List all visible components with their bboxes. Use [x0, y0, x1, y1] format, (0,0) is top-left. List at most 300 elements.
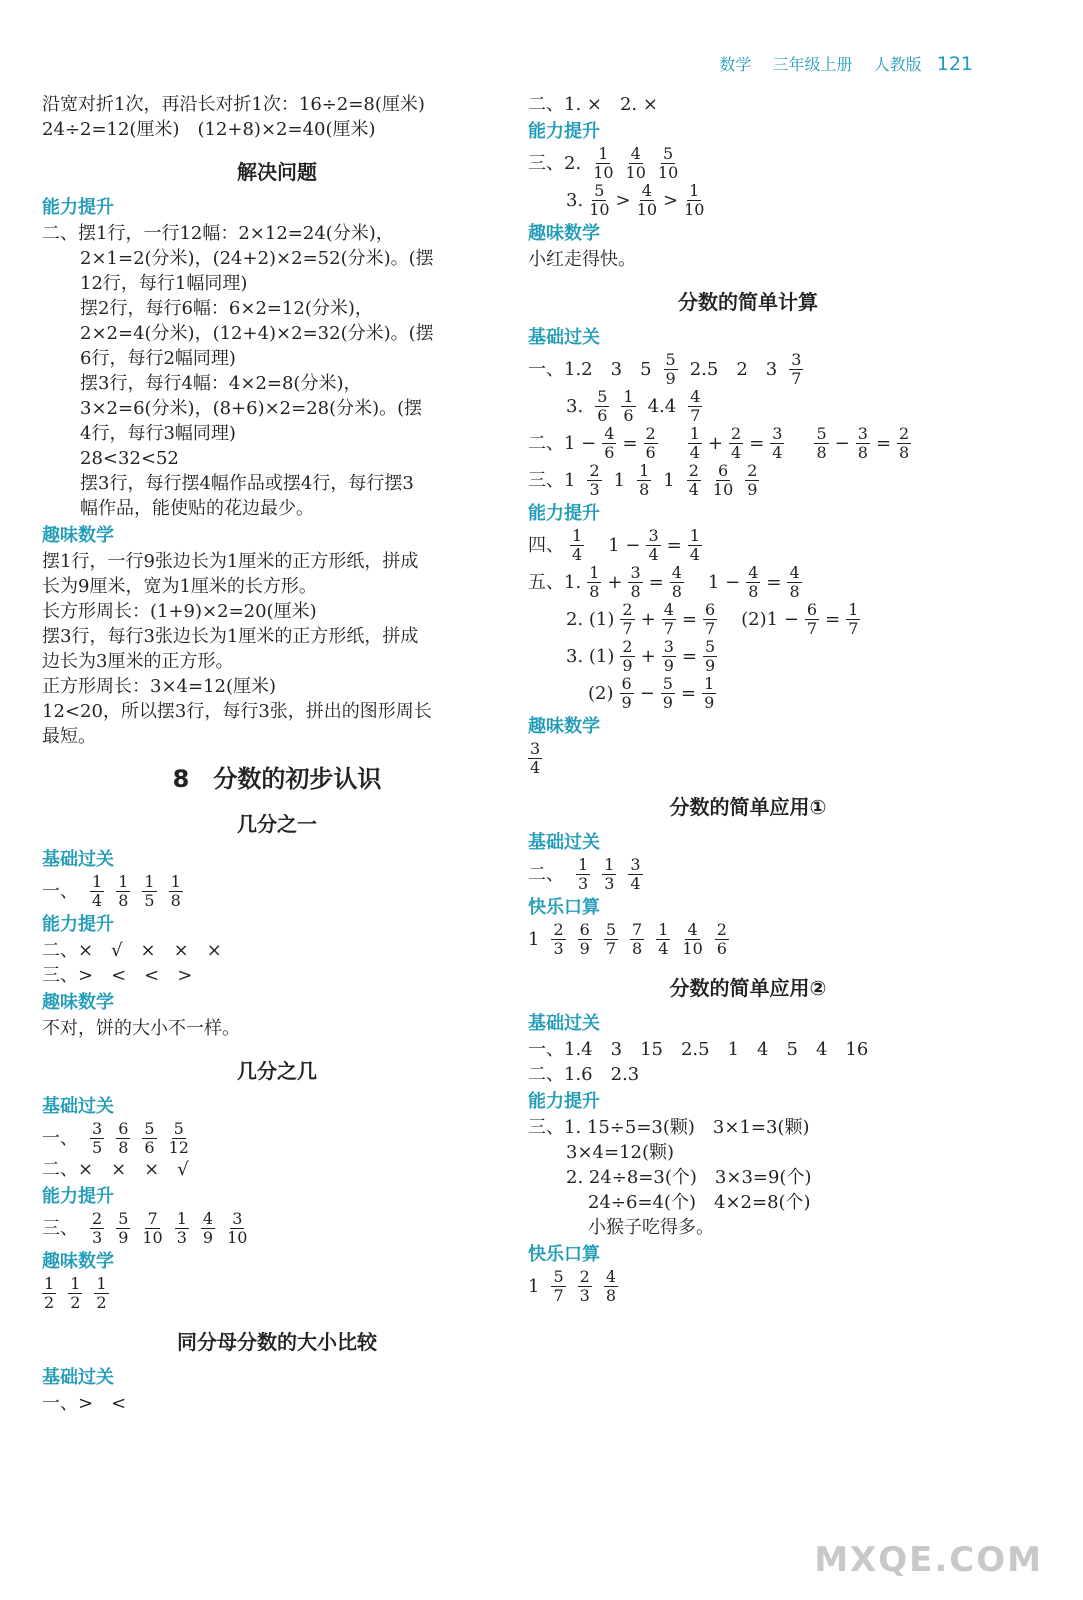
fraction	[90, 1120, 104, 1157]
fraction	[688, 425, 702, 462]
numerator: 1	[689, 526, 700, 545]
numerator: 2	[688, 461, 699, 480]
page-header	[719, 52, 973, 75]
denominator: 8	[630, 582, 641, 601]
answer-row	[42, 1275, 512, 1312]
numerator: 5	[816, 424, 827, 443]
fraction	[897, 425, 911, 462]
chapter-title: 8 分数的初步认识	[172, 765, 382, 793]
answer-line: 二、摆1行，一行12幅：2×12=24(分米)，	[42, 223, 394, 244]
numerator: 3	[648, 526, 659, 545]
fraction	[630, 921, 644, 958]
fraction	[528, 740, 542, 777]
answer-line: 摆2行，每行6幅：6×2=12(分米)，	[80, 298, 373, 319]
numerator: 5	[144, 1119, 155, 1138]
answer-text: =	[680, 683, 697, 704]
denominator: 10	[589, 200, 610, 219]
numerator: 1	[658, 920, 669, 939]
denominator: 10	[142, 1228, 163, 1247]
fraction	[856, 425, 870, 462]
denominator: 4	[648, 545, 659, 564]
fraction	[576, 856, 590, 893]
numerator: 2	[747, 461, 758, 480]
denominator: 9	[622, 656, 633, 675]
numerator: 5	[662, 144, 674, 163]
denominator: 5	[144, 891, 155, 910]
denominator: 8	[671, 582, 682, 601]
fraction	[656, 921, 670, 958]
answer-line: 24÷6=4(个) 4×2=8(个)	[588, 1192, 811, 1213]
denominator: 9	[579, 939, 590, 958]
answer-row	[528, 740, 968, 777]
section-tag: 快乐口算	[528, 1244, 600, 1265]
grade-label: 三年级上册	[772, 55, 853, 74]
fraction	[729, 425, 743, 462]
section-tag: 能力提升	[42, 914, 114, 935]
answer-line: 边长为3厘米的正方形。	[42, 651, 234, 672]
numerator: 5	[594, 181, 605, 200]
section-tag: 基础过关	[528, 327, 600, 348]
section-tag: 快乐口算	[528, 897, 600, 918]
answer-text: 1 −	[689, 572, 741, 593]
numerator: 5	[605, 920, 617, 939]
numerator: 5	[173, 1119, 184, 1138]
fraction	[595, 388, 609, 425]
answer-text: =	[749, 433, 765, 454]
numerator: 3	[92, 1119, 103, 1138]
denominator: 3	[578, 874, 589, 893]
numerator: 2	[589, 461, 600, 480]
numerator: 1	[639, 461, 650, 480]
numerator: 1	[170, 872, 181, 891]
answer-text: +	[640, 609, 656, 630]
numerator: 1	[96, 1274, 107, 1293]
fraction	[646, 527, 660, 564]
answer-line: 长方形周长：(1+9)×2=20(厘米)	[42, 601, 317, 622]
denominator: 3	[92, 1228, 103, 1247]
denominator: 8	[118, 1138, 129, 1157]
denominator: 9	[621, 693, 632, 712]
denominator: 8	[632, 939, 643, 958]
numerator: 4	[789, 563, 800, 582]
denominator: 7	[622, 619, 633, 638]
denominator: 7	[704, 619, 716, 638]
numerator: 5	[665, 350, 676, 369]
section-tag: 基础过关	[42, 1367, 114, 1388]
fraction	[662, 601, 676, 638]
answer-text: 一、	[42, 1128, 78, 1149]
fraction	[94, 1275, 108, 1312]
numerator: 4	[748, 563, 759, 582]
numerator: 5	[597, 387, 608, 406]
answer-text: 3. (1)	[566, 646, 615, 667]
answer-line: 一、> <	[42, 1393, 127, 1414]
fraction	[604, 1268, 618, 1305]
fraction	[746, 564, 760, 601]
denominator: 10	[682, 939, 703, 958]
answer-text: 二、	[528, 864, 564, 885]
numerator: 2	[645, 424, 656, 443]
numerator: 3	[530, 739, 541, 758]
section-title: 几分之一	[237, 812, 317, 836]
denominator: 9	[704, 693, 715, 712]
denominator: 7	[605, 939, 617, 958]
fraction	[703, 638, 717, 675]
denominator: 6	[623, 406, 634, 425]
answer-line: 三、1. 15÷5=3(颗) 3×1=3(颗)	[528, 1117, 810, 1138]
answer-line: 2×1=2(分米)，(24+2)×2=52(分米)。(摆	[80, 248, 434, 269]
fraction	[664, 351, 678, 388]
answer-text: =	[648, 572, 664, 593]
denominator: 8	[899, 443, 910, 462]
denominator: 10	[636, 200, 657, 219]
answer-line: 三、> < < >	[42, 965, 193, 986]
answer-text: >	[615, 190, 631, 211]
answer-text: −	[834, 433, 850, 454]
numerator: 6	[621, 674, 632, 693]
denominator: 4	[689, 545, 700, 564]
numerator: 2	[731, 424, 742, 443]
answer-line: 一、1.4 3 15 2.5 1 4 5 4 16	[528, 1039, 869, 1060]
denominator: 3	[553, 939, 564, 958]
fraction	[787, 564, 801, 601]
fraction	[637, 462, 651, 499]
fraction	[688, 388, 702, 425]
section-title: 解决问题	[237, 160, 317, 184]
fraction	[116, 873, 130, 910]
numerator: 1	[689, 181, 700, 200]
answer-text: 3.	[566, 190, 584, 211]
section-tag: 基础过关	[42, 1096, 114, 1117]
numerator: 3	[772, 424, 783, 443]
fraction	[227, 1210, 247, 1247]
section-tag: 基础过关	[528, 832, 600, 853]
fraction	[42, 1275, 56, 1312]
answer-line: 小猴子吃得多。	[588, 1217, 714, 1238]
fraction	[682, 921, 702, 958]
numerator: 2	[622, 637, 633, 656]
answer-row	[528, 527, 968, 564]
fraction	[702, 675, 716, 712]
answer-text: 1	[613, 470, 626, 491]
fraction	[587, 564, 601, 601]
denominator: 4	[772, 443, 783, 462]
numerator: 1	[92, 872, 103, 891]
denominator: 4	[92, 891, 103, 910]
answer-line: 摆1行，一行9张边长为1厘米的正方形纸，拼成	[42, 551, 419, 572]
numerator: 1	[689, 424, 700, 443]
denominator: 2	[44, 1293, 55, 1312]
fraction	[846, 601, 860, 638]
denominator: 8	[118, 891, 129, 910]
answer-text: 1	[663, 470, 675, 491]
fraction	[604, 921, 618, 958]
answer-line: 正方形周长：3×4=12(厘米)	[42, 676, 277, 697]
fraction	[570, 527, 584, 564]
numerator: 3	[791, 350, 802, 369]
numerator: 4	[687, 920, 698, 939]
fraction	[578, 1268, 592, 1305]
section-title: 几分之几	[237, 1059, 317, 1083]
numerator: 1	[589, 563, 600, 582]
fraction	[637, 182, 657, 219]
fraction	[169, 1120, 189, 1157]
denominator: 8	[170, 891, 181, 910]
section-tag: 趣味数学	[528, 716, 600, 737]
numerator: 4	[605, 1267, 617, 1286]
fraction	[142, 873, 156, 910]
subject-label: 数学	[719, 55, 752, 74]
fraction	[620, 675, 634, 712]
numerator: 2	[553, 920, 564, 939]
denominator: 8	[816, 443, 827, 462]
answer-text: 2. (1)	[566, 609, 615, 630]
numerator: 6	[806, 600, 818, 619]
answer-row	[42, 873, 512, 910]
answer-text: −	[639, 683, 655, 704]
denominator: 4	[630, 874, 641, 893]
section-title: 分数的简单应用②	[669, 976, 827, 1000]
denominator: 8	[748, 582, 759, 601]
answer-text: 三、2.	[528, 153, 582, 174]
section-tag: 能力提升	[528, 503, 600, 524]
answer-text: =	[875, 433, 892, 454]
answer-line: 摆3行，每行3张边长为1厘米的正方形纸，拼成	[42, 626, 419, 647]
answer-text: 2.5 2 3	[689, 359, 778, 380]
answer-text: +	[607, 572, 623, 593]
fraction	[621, 388, 635, 425]
answer-line: 小红走得快。	[528, 249, 636, 270]
denominator: 6	[716, 939, 727, 958]
answer-line: 12行，每行1幅同理)	[80, 273, 248, 294]
left-column	[42, 92, 512, 1416]
numerator: 7	[147, 1209, 158, 1228]
numerator: 4	[630, 144, 641, 163]
answer-row	[528, 425, 968, 462]
numerator: 1	[44, 1274, 55, 1293]
fraction	[116, 1210, 130, 1247]
numerator: 1	[118, 872, 129, 891]
answer-row	[528, 145, 968, 182]
answer-text: 一、1.2 3 5	[528, 359, 652, 380]
fraction	[628, 564, 642, 601]
answer-line: 二、1. × 2. ×	[528, 94, 658, 115]
denominator: 8	[589, 582, 600, 601]
denominator: 7	[553, 1286, 564, 1305]
section-tag: 能力提升	[42, 197, 114, 218]
fraction	[814, 425, 828, 462]
answer-line: 摆3行，每行摆4幅作品或摆4行，每行摆3	[80, 473, 414, 494]
denominator: 9	[202, 1228, 214, 1247]
numerator: 3	[663, 637, 674, 656]
fraction	[687, 462, 701, 499]
denominator: 6	[144, 1138, 155, 1157]
fraction	[578, 921, 592, 958]
answer-text: =	[666, 535, 682, 556]
answer-text: 四、	[528, 535, 564, 556]
denominator: 10	[657, 163, 679, 182]
numerator: 2	[92, 1209, 103, 1228]
answer-line: 3×2=6(分米)，(8+6)×2=28(分米)。(摆	[80, 398, 423, 419]
section-title: 同分母分数的大小比较	[177, 1330, 377, 1354]
denominator: 9	[665, 369, 676, 388]
fraction	[551, 921, 565, 958]
answer-line: 6行，每行2幅同理)	[80, 348, 236, 369]
answer-line: 幅作品，能使贴的花边最少。	[80, 498, 314, 519]
denominator: 3	[589, 480, 600, 499]
answer-line: 不对，饼的大小不一样。	[42, 1018, 240, 1039]
fraction	[688, 527, 702, 564]
fraction	[703, 601, 717, 638]
answer-row	[528, 638, 968, 675]
fraction	[201, 1210, 215, 1247]
fraction	[770, 425, 784, 462]
numerator: 2	[622, 600, 633, 619]
denominator: 10	[712, 480, 734, 499]
fraction	[789, 351, 803, 388]
numerator: 3	[630, 855, 641, 874]
section-tag: 趣味数学	[42, 525, 114, 546]
answer-text: 3.	[566, 396, 584, 417]
numerator: 1	[144, 872, 155, 891]
answer-line: 2×2=4(分米)，(12+4)×2=32(分米)。(摆	[80, 323, 434, 344]
denominator: 7	[806, 619, 818, 638]
numerator: 6	[704, 600, 716, 619]
numerator: 5	[662, 674, 673, 693]
fraction	[644, 425, 658, 462]
answer-text: 一、	[42, 881, 78, 902]
fraction	[626, 145, 646, 182]
numerator: 6	[118, 1119, 129, 1138]
denominator: 9	[118, 1228, 129, 1247]
denominator: 7	[663, 619, 674, 638]
section-tag: 基础过关	[528, 1013, 600, 1034]
denominator: 9	[747, 480, 758, 499]
answer-row	[42, 1210, 512, 1247]
section-tag: 基础过关	[42, 849, 114, 870]
section-tag: 能力提升	[528, 121, 600, 142]
denominator: 4	[688, 480, 699, 499]
fraction	[551, 1268, 565, 1305]
answer-line: 最短。	[42, 726, 96, 747]
answer-line: 12<20，所以摆3行，每行3张，拼出的图形周长	[42, 701, 432, 722]
denominator: 9	[663, 656, 674, 675]
numerator: 4	[604, 424, 615, 443]
answer-text: =	[681, 609, 697, 630]
answer-text: 三、	[42, 1218, 78, 1239]
section-tag: 趣味数学	[42, 992, 114, 1013]
fraction	[602, 856, 616, 893]
denominator: 10	[625, 163, 646, 182]
answer-row	[528, 1268, 968, 1305]
answer-line: 二、× × × √	[42, 1159, 189, 1180]
answer-row	[528, 856, 968, 893]
numerator: 4	[641, 181, 652, 200]
answer-text: =	[766, 572, 782, 593]
answer-line: 二、1.6 2.3	[528, 1064, 640, 1085]
answer-text: 1	[528, 929, 540, 950]
edition-label: 人教版	[873, 55, 922, 74]
answer-text: 4.4	[647, 396, 677, 417]
answer-line: 3×4=12(颗)	[566, 1142, 675, 1163]
denominator: 12	[168, 1138, 189, 1157]
numerator: 5	[553, 1267, 564, 1286]
numerator: 4	[663, 600, 674, 619]
fraction	[805, 601, 819, 638]
numerator: 4	[671, 563, 682, 582]
denominator: 4	[530, 758, 541, 777]
answer-text: +	[640, 646, 656, 667]
fraction	[587, 462, 601, 499]
fraction	[602, 425, 616, 462]
answer-text: 五、1.	[528, 572, 582, 593]
answer-text: =	[622, 433, 638, 454]
numerator: 2	[716, 920, 727, 939]
numerator: 4	[690, 387, 701, 406]
denominator: 9	[662, 693, 673, 712]
numerator: 5	[118, 1209, 129, 1228]
fraction	[593, 145, 613, 182]
answer-line: 沿宽对折1次，再沿长对折1次：16÷2=8(厘米)	[42, 94, 425, 115]
numerator: 6	[579, 920, 590, 939]
fraction	[90, 1210, 104, 1247]
section-title: 分数的简单应用①	[669, 795, 827, 819]
section-tag: 能力提升	[528, 1091, 600, 1112]
denominator: 8	[639, 480, 650, 499]
numerator: 2	[899, 424, 910, 443]
fraction	[684, 182, 704, 219]
answer-line: 24÷2=12(厘米) (12+8)×2=40(厘米)	[42, 119, 376, 140]
answer-text: +	[707, 433, 724, 454]
answer-line: 长为9厘米，宽为1厘米的长方形。	[42, 576, 317, 597]
fraction	[169, 873, 183, 910]
denominator: 5	[92, 1138, 103, 1157]
section-tag: 能力提升	[42, 1186, 114, 1207]
fraction	[662, 638, 676, 675]
numerator: 1	[176, 1209, 187, 1228]
fraction	[620, 638, 634, 675]
numerator: 3	[232, 1209, 243, 1228]
fraction	[68, 1275, 82, 1312]
denominator: 6	[645, 443, 656, 462]
denominator: 2	[70, 1293, 81, 1312]
answer-row	[528, 675, 968, 712]
answer-text: =	[681, 646, 697, 667]
fraction	[589, 182, 609, 219]
denominator: 3	[176, 1228, 187, 1247]
fraction	[175, 1210, 189, 1247]
numerator: 1	[704, 674, 715, 693]
numerator: 1	[848, 600, 859, 619]
answer-text: 二、1 −	[528, 433, 597, 454]
answer-line: 二、× √ × × ×	[42, 940, 222, 961]
fraction	[142, 1120, 156, 1157]
denominator: 8	[789, 582, 800, 601]
numerator: 7	[632, 920, 643, 939]
denominator: 3	[604, 874, 615, 893]
denominator: 9	[704, 656, 716, 675]
numerator: 1	[578, 855, 589, 874]
answer-row	[528, 564, 968, 601]
numerator: 6	[718, 461, 729, 480]
answer-line: 28<32<52	[80, 448, 179, 469]
denominator: 7	[848, 619, 859, 638]
fraction	[715, 921, 729, 958]
answer-row	[528, 182, 968, 219]
numerator: 3	[630, 563, 641, 582]
fraction	[90, 873, 104, 910]
answer-text	[790, 431, 808, 456]
